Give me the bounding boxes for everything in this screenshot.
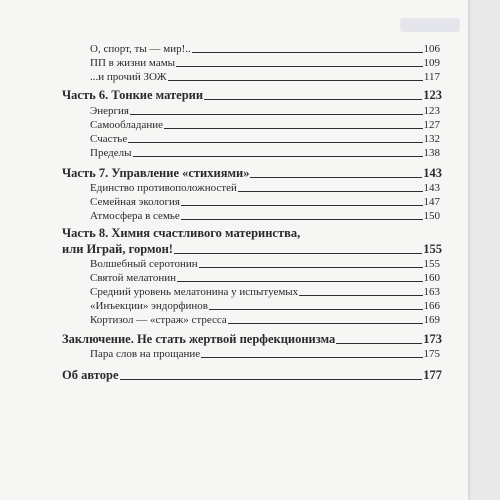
toc-item-title: «Инъекции» эндорфинов — [90, 300, 208, 312]
leader-line — [128, 142, 422, 143]
leader-line — [168, 80, 423, 81]
toc-item-title: Святой мелатонин — [90, 272, 176, 284]
leader-line — [250, 177, 422, 178]
toc-part-page: 123 — [423, 88, 442, 102]
leader-line — [130, 114, 423, 115]
toc-item-page: 143 — [423, 182, 440, 194]
leader-line — [133, 156, 423, 157]
toc-item — [90, 345, 440, 361]
toc-item — [90, 207, 440, 223]
toc-item-title: О, спорт, ты — мир!.. — [90, 43, 191, 55]
leader-line — [181, 219, 423, 220]
page-edge — [468, 0, 472, 500]
toc-item-title: ПП в жизни мамы — [90, 57, 176, 69]
toc-item-page: 175 — [423, 348, 440, 360]
toc-item-title: Средний уровень мелатонина у испытуемых — [90, 286, 299, 298]
leader-line — [164, 128, 422, 129]
leader-line — [204, 99, 422, 100]
toc-item-page: 117 — [423, 71, 440, 83]
toc-item-title: Самообладание — [90, 119, 164, 131]
toc-part-page: 177 — [423, 368, 442, 382]
toc-item-page: 106 — [423, 43, 440, 55]
toc-item-page: 155 — [423, 258, 440, 270]
toc-item-title: Атмосфера в семье — [90, 210, 180, 222]
toc-item-page: 163 — [423, 286, 440, 298]
leader-line — [177, 281, 423, 282]
toc-item-title: Единство противоположностей — [90, 182, 237, 194]
leader-line — [228, 323, 423, 324]
toc-item-page: 127 — [423, 119, 440, 131]
toc-part-page: 155 — [423, 242, 442, 256]
toc-item-title: Волшебный серотонин — [90, 258, 198, 270]
leader-line — [209, 309, 423, 310]
toc-part-title-line1: Часть 8. Химия счастливого материнства, — [62, 226, 301, 240]
leader-line — [120, 379, 423, 380]
toc-item-page: 169 — [423, 314, 440, 326]
toc-item-page: 138 — [423, 147, 440, 159]
leader-line — [199, 267, 423, 268]
toc-part-heading — [62, 365, 442, 383]
toc-item — [90, 311, 440, 327]
leader-line — [174, 253, 422, 254]
toc-item — [90, 68, 440, 84]
toc-item-page: 166 — [423, 300, 440, 312]
toc-part-title: Об авторе — [62, 368, 119, 382]
toc-item — [90, 144, 440, 160]
toc-part-title: Часть 6. Тонкие материи — [62, 88, 204, 102]
toc-part-page: 173 — [423, 332, 442, 346]
toc-item-page: 109 — [423, 57, 440, 69]
toc-item-title: Пределы — [90, 147, 132, 159]
leader-line — [201, 357, 422, 358]
leader-line — [192, 52, 423, 53]
toc-item-title: Счастье — [90, 133, 128, 145]
toc-part-title: Часть 7. Управление «стихиями» — [62, 166, 250, 180]
leader-line — [336, 343, 422, 344]
leader-line — [176, 66, 422, 67]
toc-part-title: Заключение. Не стать жертвой перфекционизма — [62, 332, 336, 346]
toc-item-title: Кортизол — «страж» стресса — [90, 314, 227, 326]
toc-item-page: 132 — [423, 133, 440, 145]
toc-item-title: Пара слов на прощание — [90, 348, 201, 360]
toc-part-page: 143 — [423, 166, 442, 180]
leader-line — [299, 295, 422, 296]
toc-item-title: ...и прочий ЗОЖ — [90, 71, 167, 83]
toc-item-title: Энергия — [90, 105, 129, 117]
toc-item-page: 147 — [423, 196, 440, 208]
toc-item-title: Семейная экология — [90, 196, 180, 208]
leader-line — [238, 191, 423, 192]
toc-part-title-line2: или Играй, гормон! — [62, 242, 173, 256]
toc-part-heading — [62, 85, 442, 103]
toc-item-page: 160 — [423, 272, 440, 284]
toc-item-page: 150 — [423, 210, 440, 222]
leader-line — [181, 205, 423, 206]
toc-item-page: 123 — [423, 105, 440, 117]
